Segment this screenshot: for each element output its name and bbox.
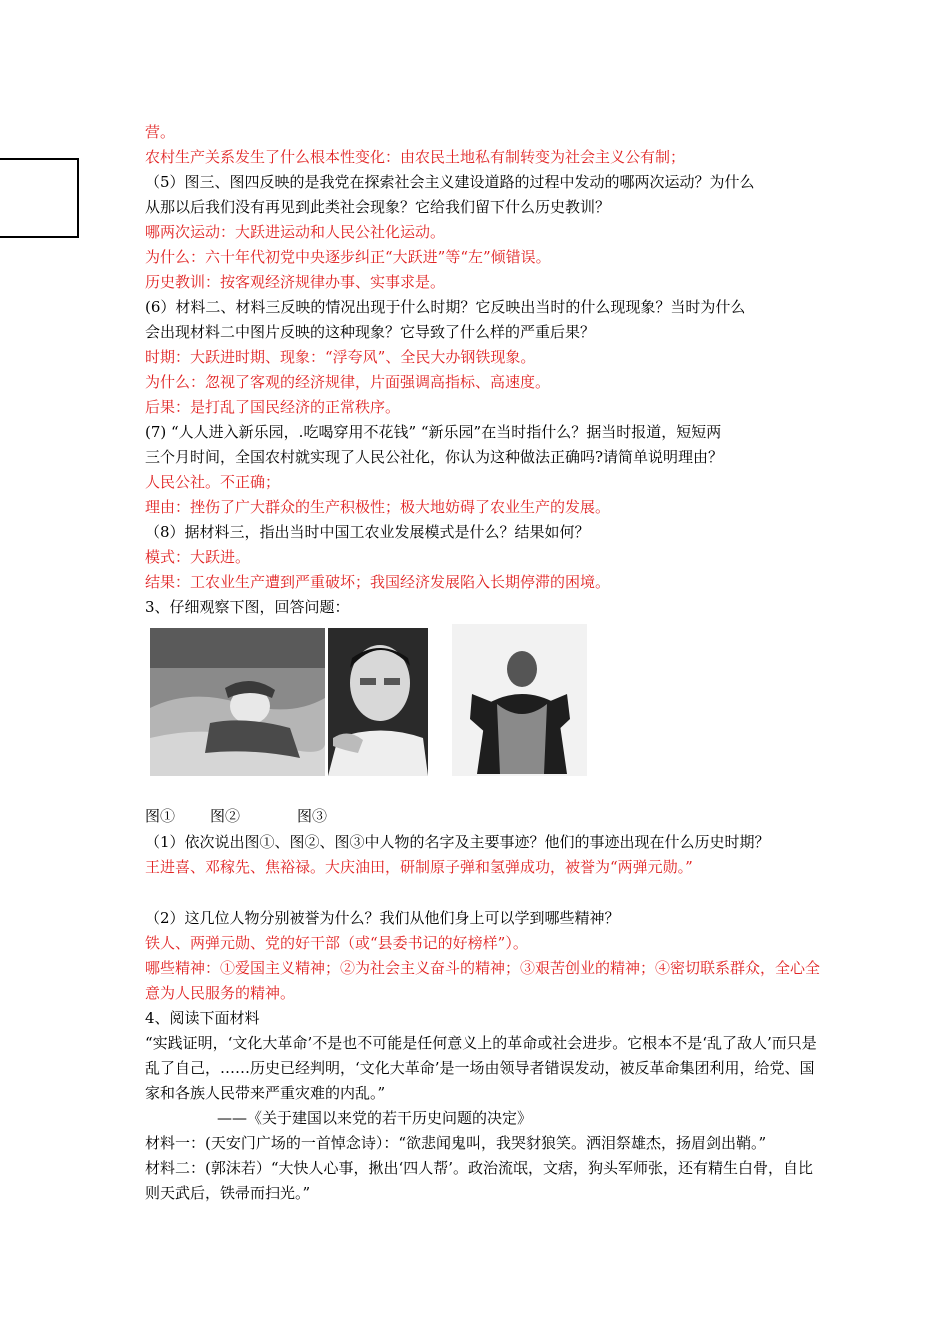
- photo-jiao-yulu: [452, 624, 587, 776]
- answer-line: 模式：大跃进。: [145, 548, 251, 566]
- question-line: （5）图三、图四反映的是我党在探索社会主义建设道路的过程中发动的哪两次运动？为什么: [145, 173, 755, 191]
- answer-line: 人民公社。不正确；: [145, 473, 281, 491]
- question-line: 三个月时间，全国农村就实现了人民公社化，你认为这种做法正确吗?请简单说明理由？: [145, 448, 724, 466]
- quote-source: ——《关于建国以来党的若干历史问题的决定》: [217, 1109, 533, 1127]
- caption-fig1: 图①: [145, 807, 176, 825]
- answer-line: 时期：大跃进时期、现象：“浮夸风”、全民大办钢铁现象。: [145, 348, 536, 366]
- answer-line: 为什么：忽视了客观的经济规律，片面强调高指标、高速度。: [145, 373, 551, 391]
- photo-wang-jinxi: [150, 628, 325, 776]
- answer-line: 历史教训：按客观经济规律办事、实事求是。: [145, 273, 446, 291]
- caption-fig3: 图③: [297, 807, 328, 825]
- material-two: 材料二：(郭沫若）“大快人心事，揪出‘四人帮’。政治流氓，文痞，狗头军师张，还有精生白骨，自比则天武后，铁帚而扫光。”: [145, 1159, 814, 1202]
- caption-fig2: 图②: [210, 807, 241, 825]
- answer-line: 后果：是打乱了国民经济的正常秩序。: [145, 398, 401, 416]
- question-line: （1）依次说出图①、图②、图③中人物的名字及主要事迹？他们的事迹出现在什么历史时期？: [145, 833, 770, 851]
- section-heading: 3、仔细观察下图，回答问题：: [145, 598, 350, 616]
- photo-deng-jiaxian: [328, 628, 428, 776]
- answer-line: 铁人、两弹元勋、党的好干部（或“县委书记的好榜样”）。: [145, 934, 528, 952]
- material-one: 材料一：(天安门广场的一首悼念诗）：“欲悲闻鬼叫，我哭豺狼笑。洒泪祭雄杰，扬眉剑出鞘。”: [145, 1134, 767, 1152]
- question-line: 从那以后我们没有再见到此类社会现象？它给我们留下什么历史教训？: [145, 198, 611, 216]
- answer-paragraph: 哪些精神：①爱国主义精神；②为社会主义奋斗的精神；③艰苦创业的精神；④密切联系群众，全心全意为人民服务的精神。: [145, 959, 821, 1002]
- question-line: （8）据材料三，指出当时中国工农业发展模式是什么？结果如何？: [145, 523, 590, 541]
- answer-line: 为什么：六十年代初党中央逐步纠正“大跃进”等“左”倾错误。: [145, 248, 551, 266]
- question-line: (7) “人人进入新乐园，.吃喝穿用不花钱” “新乐园”在当时指什么？据当时报道，短短两: [145, 423, 722, 441]
- section-heading: 4、阅读下面材料: [145, 1009, 260, 1027]
- question-line: (6）材料二、材料三反映的情况出现于什么时期？它反映出当时的什么现现象？当时为什么: [145, 298, 746, 316]
- answer-line: 王进喜、邓稼先、焦裕禄。大庆油田，研制原子弹和氢弹成功，被誉为“两弹元勋。”: [145, 858, 693, 876]
- figure-captions: [145, 804, 825, 830]
- answer-line: 营。: [145, 123, 176, 141]
- margin-box: [0, 158, 79, 238]
- answer-line: 哪两次运动：大跃进运动和人民公社化运动。: [145, 223, 446, 241]
- document-body: [145, 120, 825, 1206]
- question-line: 会出现材料二中图片反映的这种现象？它导致了什么样的严重后果？: [145, 323, 596, 341]
- question-line: （2）这几位人物分别被誉为什么？我们从他们身上可以学到哪些精神？: [145, 909, 620, 927]
- spacer: [145, 880, 825, 906]
- photo-row: [145, 624, 825, 804]
- answer-line: 理由：挫伤了广大群众的生产积极性；极大地妨碍了农业生产的发展。: [145, 498, 611, 516]
- answer-line: 结果：工农业生产遭到严重破坏；我国经济发展陷入长期停滞的困境。: [145, 573, 611, 591]
- answer-line: 农村生产关系发生了什么根本性变化：由农民土地私有制转变为社会主义公有制；: [145, 148, 686, 166]
- quote-paragraph: “实践证明，‘文化大革命’不是也不可能是任何意义上的革命或社会进步。它根本不是‘乱了敌人’而只是乱了自己，……历史已经判明，‘文化大革命’是一场由领导者错误发动，被反革命集团利用，给党、国家和各族人民带来严重灾难的内乱。”: [145, 1034, 817, 1102]
